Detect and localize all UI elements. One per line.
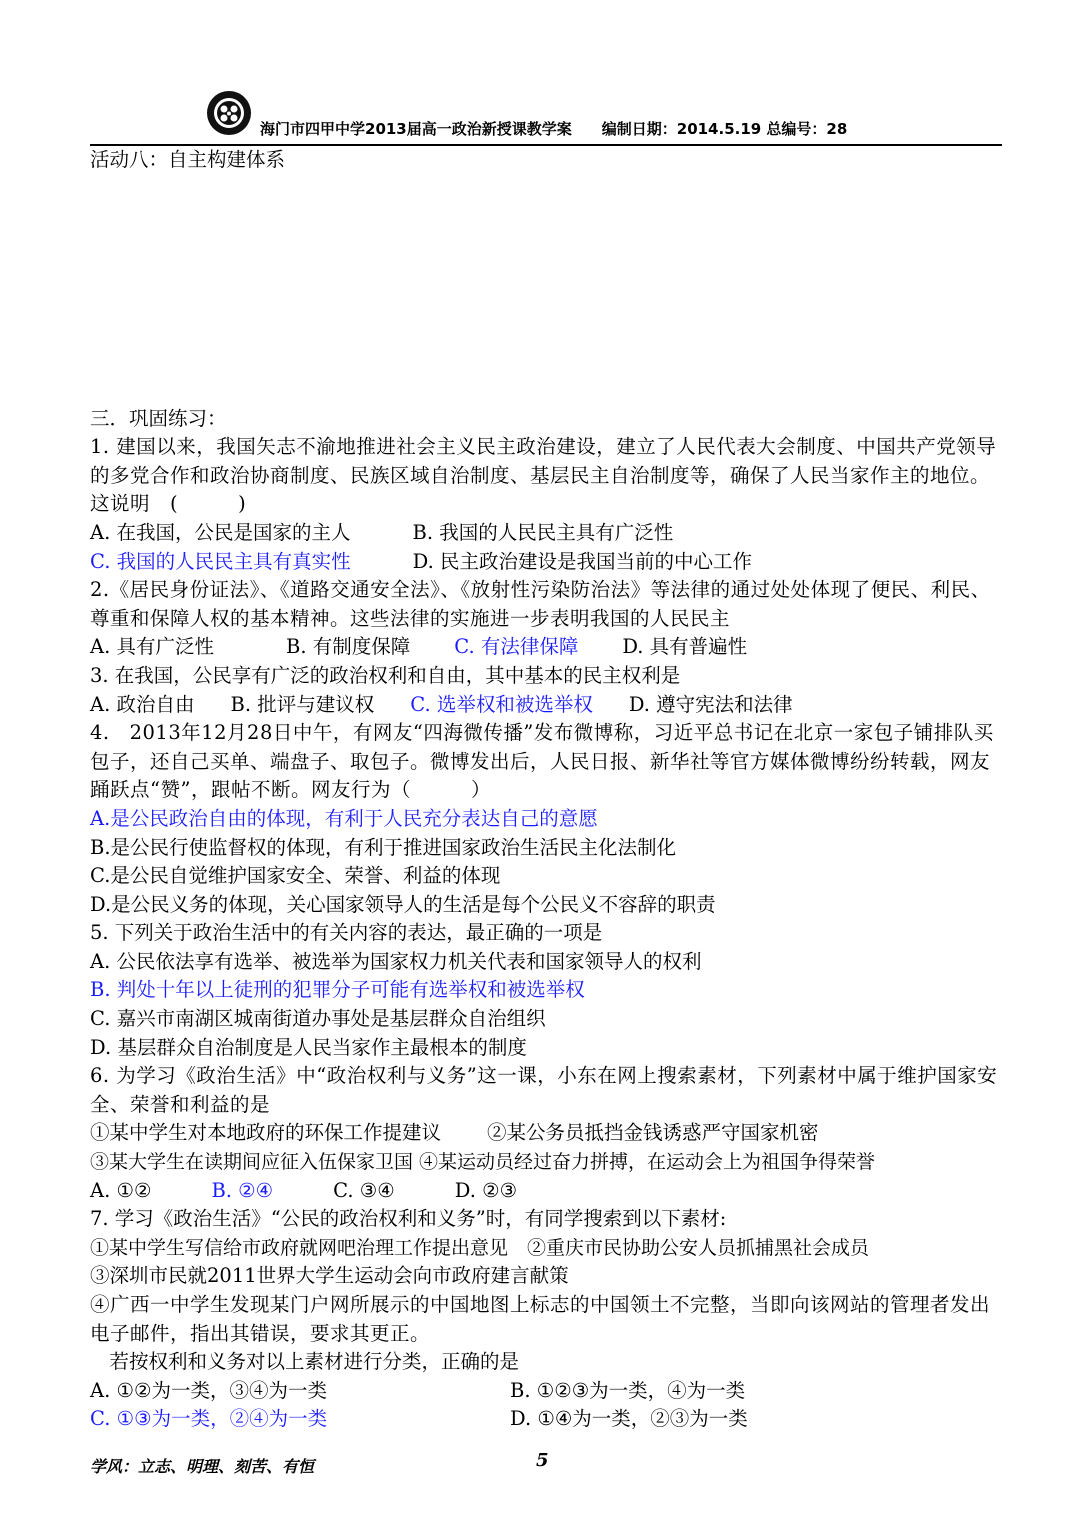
q2-option-b: B. 有制度保障 [285,635,411,659]
q7-item-4: ④广西一中学生发现某门户网所展示的中国地图上标志的中国领土不完整，当即向该网站的管理者发出电子邮件，指出其错误，要求其更正。 [90,1293,991,1345]
q2-options [90,633,1002,662]
q6-items-row1 [90,1119,1002,1148]
page-header [90,88,1002,146]
q3-option-d: D. 遵守宪法和法律 [628,692,793,716]
q6-item-2: ②某公务员抵挡金钱诱惑严守国家机密 [487,1121,819,1145]
school-seal-icon [206,90,252,136]
q3-stem: 3. 在我国，公民享有广泛的政治权利和自由，其中基本的民主权利是 [90,663,681,687]
q6-option-b: B. ②④ [211,1178,274,1202]
q3-options [90,691,1002,720]
q1-option-d: D. 民主政治建设是我国当前的中心工作 [412,549,752,573]
q4-stem: 4. 2013年12月28日中午，有网友“四海微传播”发布微博称，习近平总书记在北京一家包子铺排队买包子，还自己买单、端盘子、取包子。微博发出后，人民日报、新华社等官方媒体微博纷纷转载，网友踊跃点“赞”，跟帖不断。网友行为（ ） [90,721,994,802]
footer-motto: 学风：立志、明理、刻苦、有恒 [90,1457,315,1476]
q1-options-row1 [90,519,1002,548]
q2-option-c: C. 有法律保障 [454,635,579,659]
q4-option-b: B.是公民行使监督权的体现，有利于推进国家政治生活民主化法制化 [90,835,677,859]
q7-stem: 7. 学习《政治生活》“公民的政治权利和义务”时，有同学搜索到以下素材: [90,1207,727,1231]
q6-option-d: D. ②③ [454,1178,518,1202]
q4-option-a: A.是公民政治自由的体现，有利于人民充分表达自己的意愿 [90,806,598,830]
q2-stem: 2.《居民身份证法》、《道路交通安全法》、《放射性污染防治法》等法律的通过处处体现了便民、利民、尊重和保障人权的基本精神。这些法律的实施进一步表明我国的人民民主 [90,578,991,630]
q7-option-c: C. ①③为一类，②④为一类 [90,1407,328,1431]
q1-option-c: C. 我国的人民民主具有真实性 [90,549,351,573]
q2-option-d: D. 具有普遍性 [622,635,748,659]
q3-option-a: A. 政治自由 [90,692,195,716]
q4-option-c: C.是公民自觉维护国家安全、荣誉、利益的体现 [90,864,501,888]
q7-prompt: 若按权利和义务对以上素材进行分类，正确的是 [90,1350,520,1374]
q1-stem: 1. 建国以来，我国矢志不渝地推进社会主义民主政治建设，建立了人民代表大会制度、中国共产党领导的多党合作和政治协商制度、民族区域自治制度、基层民主自治制度等，确保了人民当家作主的地位。这说明 ( ) [90,435,997,516]
page-footer [90,1450,1002,1480]
q1-option-b: B. 我国的人民民主具有广泛性 [412,520,674,544]
q6-items-row2: ③某大学生在读期间应征入伍保家卫国 ④某运动员经过奋力拼搏，在运动会上为祖国争得荣誉 [90,1151,876,1174]
activity-title: 活动八：自主构建体系 [90,148,286,171]
q7-items-row1: ①某中学生写信给市政府就网吧治理工作提出意见 ②重庆市民协助公安人员抓捕黑社会成员 [90,1236,870,1259]
q3-option-b: B. 批评与建议权 [230,692,375,716]
page-number: 5 [536,1450,549,1471]
header-title: 海门市四甲中学2013届高一政治新授课教学案 编制日期：2014.5.19 总编号：28 [260,120,848,138]
q6-option-c: C. ③④ [333,1178,395,1202]
q6-options [90,1177,1002,1206]
q7-option-b: B. ①②③为一类，④为一类 [510,1378,746,1402]
q5-option-d: D. 基层群众自治制度是人民当家作主最根本的制度 [90,1035,527,1059]
q7-item-3: ③深圳市民就2011世界大学生运动会向市政府建言献策 [90,1264,569,1288]
q5-stem: 5. 下列关于政治生活中的有关内容的表达，最正确的一项是 [90,921,603,945]
q7-option-d: D. ①④为一类，②③为一类 [510,1407,748,1431]
q4-option-d: D.是公民义务的体现，关心国家领导人的生活是每个公民义不容辞的职责 [90,892,716,916]
blank-area [90,175,1002,405]
section-title: 三．巩固练习： [90,406,227,430]
document-body [90,146,1002,1434]
q7-option-a: A. ①②为一类，③④为一类 [90,1378,327,1402]
q6-stem: 6. 为学习《政治生活》中“政治权利与义务”这一课，小东在网上搜索素材，下列素材中属于维护国家安全、荣誉和利益的是 [90,1064,998,1116]
q1-option-a: A. 在我国，公民是国家的主人 [90,520,351,544]
q5-option-a: A. 公民依法享有选举、被选举为国家权力机关代表和国家领导人的权利 [90,949,702,973]
q7-options-row1 [90,1377,1002,1406]
q5-option-b: B. 判处十年以上徒刑的犯罪分子可能有选举权和被选举权 [90,978,585,1002]
q2-option-a: A. 具有广泛性 [90,635,214,659]
q6-item-1: ①某中学生对本地政府的环保工作提建议 [90,1121,442,1145]
q6-option-a: A. ①② [90,1178,152,1202]
q5-option-c: C. 嘉兴市南湖区城南街道办事处是基层群众自治组织 [90,1007,546,1031]
q3-option-c: C. 选举权和被选举权 [410,692,593,716]
q7-options-row2 [90,1405,1002,1434]
q1-options-row2 [90,548,1002,577]
